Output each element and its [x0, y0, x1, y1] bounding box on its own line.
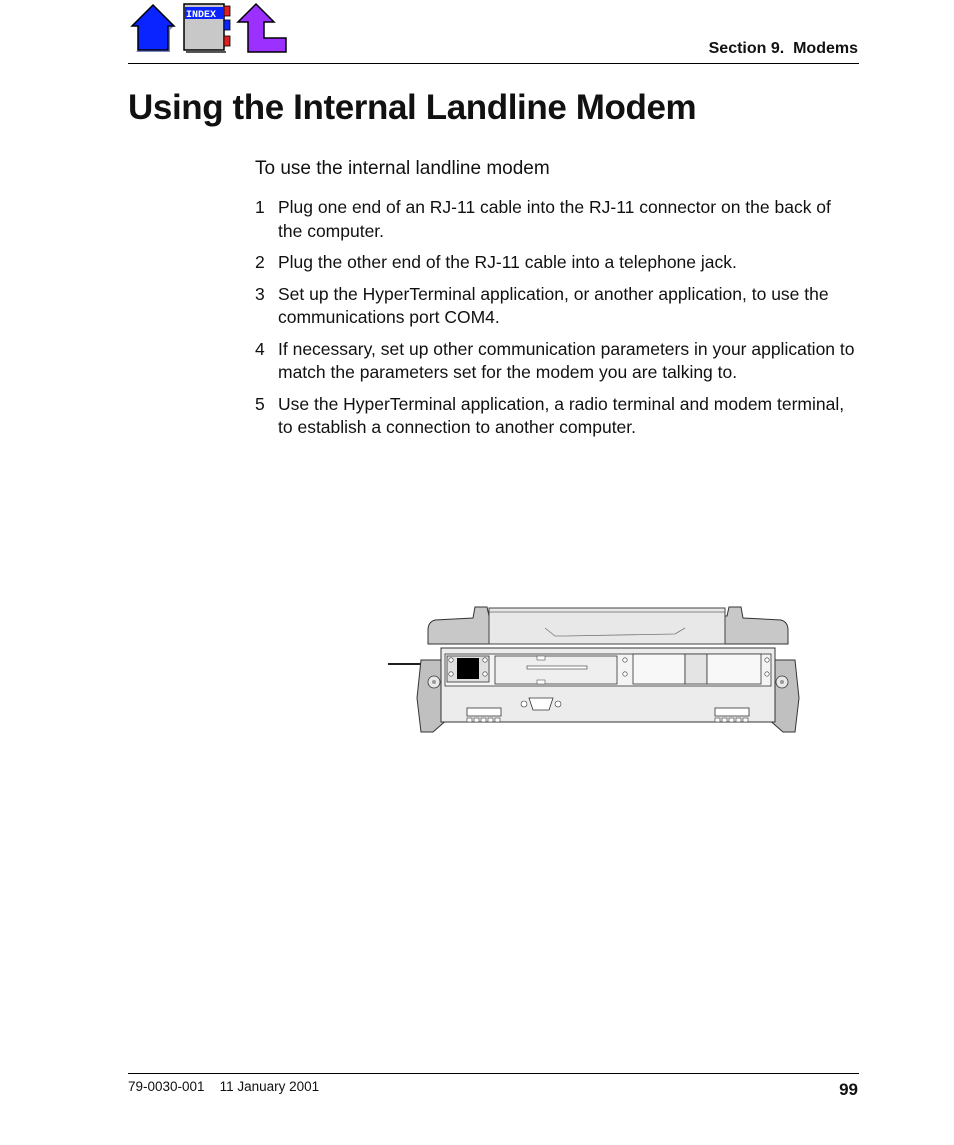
index-button[interactable] [182, 2, 232, 59]
up-button[interactable] [236, 2, 288, 59]
rj11-connector [457, 658, 479, 679]
home-button[interactable] [130, 2, 176, 57]
doc-id: 79-0030-001 [128, 1079, 205, 1094]
header-rule [128, 63, 859, 64]
computer-back-illustration [385, 598, 805, 743]
step-text: Plug one end of an RJ-11 cable into the RJ-11 connector on the back of the computer. [278, 197, 831, 241]
footer-info [128, 1079, 319, 1094]
home-icon [130, 2, 176, 52]
step-text: If necessary, set up other communication parameters in your application to match the parameters set for the modem you are talking to. [278, 338, 855, 382]
section-header: Section 9. Modems [708, 40, 858, 57]
index-icon [182, 2, 232, 54]
up-arrow-icon [236, 2, 288, 54]
step-item [255, 283, 855, 330]
procedure-heading: To use the internal landline modem [255, 158, 550, 179]
step-number: 2 [255, 252, 265, 272]
step-number: 3 [255, 283, 265, 304]
step-text: Plug the other end of the RJ-11 cable into a telephone jack. [278, 252, 737, 272]
page-title: Using the Internal Landline Modem [128, 88, 697, 127]
step-item [255, 196, 855, 243]
page-number: 99 [839, 1080, 858, 1099]
step-item [255, 251, 855, 275]
step-text: Use the HyperTerminal application, a radio terminal and modem terminal, to establish a connection to another computer. [278, 393, 845, 437]
step-number: 4 [255, 338, 265, 359]
index-label: INDEX [186, 10, 217, 21]
doc-date: 11 January 2001 [219, 1079, 320, 1094]
step-text: Set up the HyperTerminal application, or another application, to use the communications port COM4. [278, 283, 829, 327]
footer-rule [128, 1073, 859, 1074]
step-item [255, 393, 855, 440]
step-item [255, 338, 855, 385]
step-number: 1 [255, 197, 265, 217]
procedure-steps [255, 196, 855, 448]
step-number: 5 [255, 393, 265, 414]
